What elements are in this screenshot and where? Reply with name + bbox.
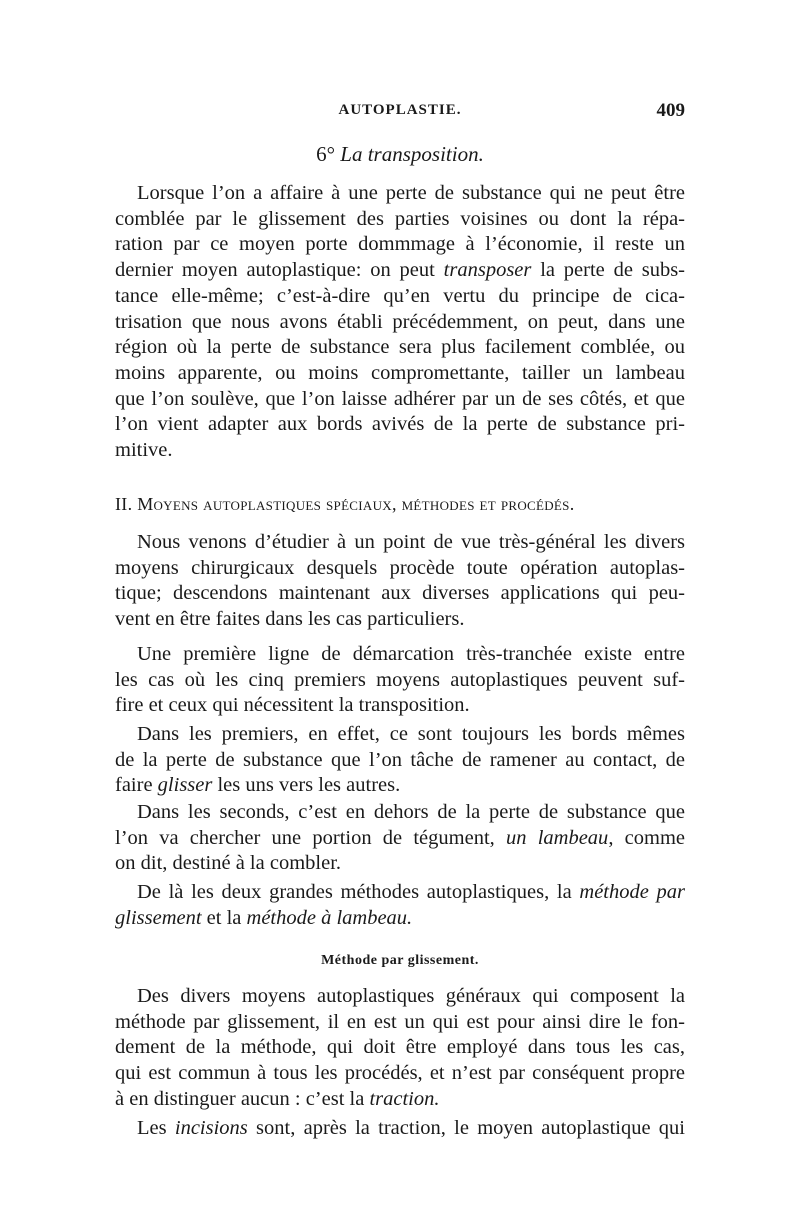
text-line: ration par ce moyen porte dommmage à l’économie, il reste un <box>115 233 685 256</box>
running-head-title: AUTOPLASTIE. <box>338 102 462 118</box>
text-line: de la perte de substance que l’on tâche de ramener au contact, de <box>115 748 685 771</box>
text-run: et la <box>206 906 242 929</box>
text-line: que l’on soulève, que l’on laisse adhérer par un de ses côtés, et que <box>115 387 685 410</box>
text-line: dement de la méthode, qui doit être employé dans tous les cas, <box>115 1036 685 1059</box>
text-line <box>115 826 685 852</box>
emphasis-traction: traction. <box>369 1087 440 1110</box>
running-head <box>115 102 685 128</box>
paragraph-3 <box>115 642 685 719</box>
text-run: De là les deux grandes méthodes autoplastiques, la <box>137 881 572 903</box>
heading-number: 6° <box>316 142 336 166</box>
text-line: tance elle-même; c’est-à-dire qu’en vertu du principe de cica- <box>115 284 685 307</box>
page-number: 409 <box>656 100 685 121</box>
text-run: à en distinguer aucun : c’est la <box>115 1087 365 1110</box>
text-line: moyens chirurgicaux desquels procède toute opération autoplas- <box>115 556 685 579</box>
emphasis-incisions: incisions <box>174 1117 248 1139</box>
emphasis-methode-a-lambeau: méthode à lambeau. <box>246 906 413 929</box>
text-line: Des divers moyens autoplastiques généraux qui composent la <box>137 985 685 1007</box>
text-line: comblée par le glissement des parties voisines ou dont la répa- <box>115 207 685 230</box>
text-line <box>115 1087 685 1113</box>
emphasis-glissement: glissement <box>115 906 202 929</box>
text-line: Dans les seconds, c’est en dehors de la perte de substance que <box>137 801 685 823</box>
text-run: les uns vers les autres. <box>217 774 401 797</box>
text-line: trisation que nous avons établi précédemment, on peut, dans une <box>115 310 685 333</box>
text-line: fire et ceux qui nécessitent la transposition. <box>115 694 470 717</box>
paragraph-1 <box>115 181 685 464</box>
text-run: sont, après la traction, le moyen autoplastique qui <box>256 1117 686 1139</box>
text-line: l’on vient adapter aux bords avivés de la perte de substance pri- <box>115 413 685 436</box>
text-run: , comme <box>608 826 685 849</box>
text-line <box>115 906 685 932</box>
text-line: mitive. <box>115 439 173 462</box>
emphasis-methode-par: méthode par <box>579 881 686 903</box>
paragraph-6 <box>115 880 685 931</box>
text-line <box>115 258 685 284</box>
text-run: Les <box>137 1117 167 1139</box>
section-heading-text: II. Moyens autoplastiques spéciaux, méthodes et procédés. <box>115 494 575 514</box>
text-line: les cas où les cinq premiers moyens autoplastiques peuvent suf- <box>115 668 685 691</box>
text-line <box>115 880 685 906</box>
text-line: Nous venons d’étudier à un point de vue très-général les divers <box>137 531 685 553</box>
chapter-heading <box>115 142 685 167</box>
text-line: on dit, destiné à la combler. <box>115 852 342 875</box>
text-line <box>115 773 685 799</box>
paragraph-4 <box>115 722 685 799</box>
text-line: vent en être faites dans les cas particuliers. <box>115 608 465 631</box>
emphasis-un-lambeau: un lambeau <box>506 826 609 849</box>
paragraph-7 <box>115 984 685 1113</box>
emphasis-transposer: transposer <box>443 259 532 282</box>
text-line <box>115 1116 685 1142</box>
paragraph-5 <box>115 800 685 877</box>
heading-title: La transposition. <box>340 142 484 166</box>
text-run: dernier moyen autoplastique: on peut <box>115 259 435 282</box>
text-line: Lorsque l’on a affaire à une perte de substance qui ne peut être <box>137 182 685 204</box>
text-line: moins apparente, ou moins compromettante, tailler un lambeau <box>115 361 685 384</box>
text-line: région où la perte de substance sera plus facilement comblée, ou <box>115 336 685 359</box>
text-line: méthode par glissement, il en est un qui est pour ainsi dire le fon- <box>115 1010 685 1033</box>
subsection-heading: Méthode par glissement. <box>321 953 479 968</box>
text-line: qui est commun à tous les procédés, et n’est par conséquent propre <box>115 1062 685 1085</box>
text-line: tique; descendons maintenant aux diverses applications qui peu- <box>115 582 685 605</box>
text-run: faire <box>115 774 153 797</box>
text-run: l’on va chercher une portion de tégument, <box>115 826 495 849</box>
paragraph-8 <box>115 1116 685 1142</box>
text-line: Dans les premiers, en effet, ce sont toujours les bords mêmes <box>137 723 685 745</box>
emphasis-glisser: glisser <box>157 774 213 797</box>
text-run: la perte de subs- <box>540 259 686 282</box>
paragraph-2 <box>115 530 685 633</box>
section-heading <box>115 494 685 515</box>
text-line: Une première ligne de démarcation très-tranchée existe entre <box>137 643 685 665</box>
